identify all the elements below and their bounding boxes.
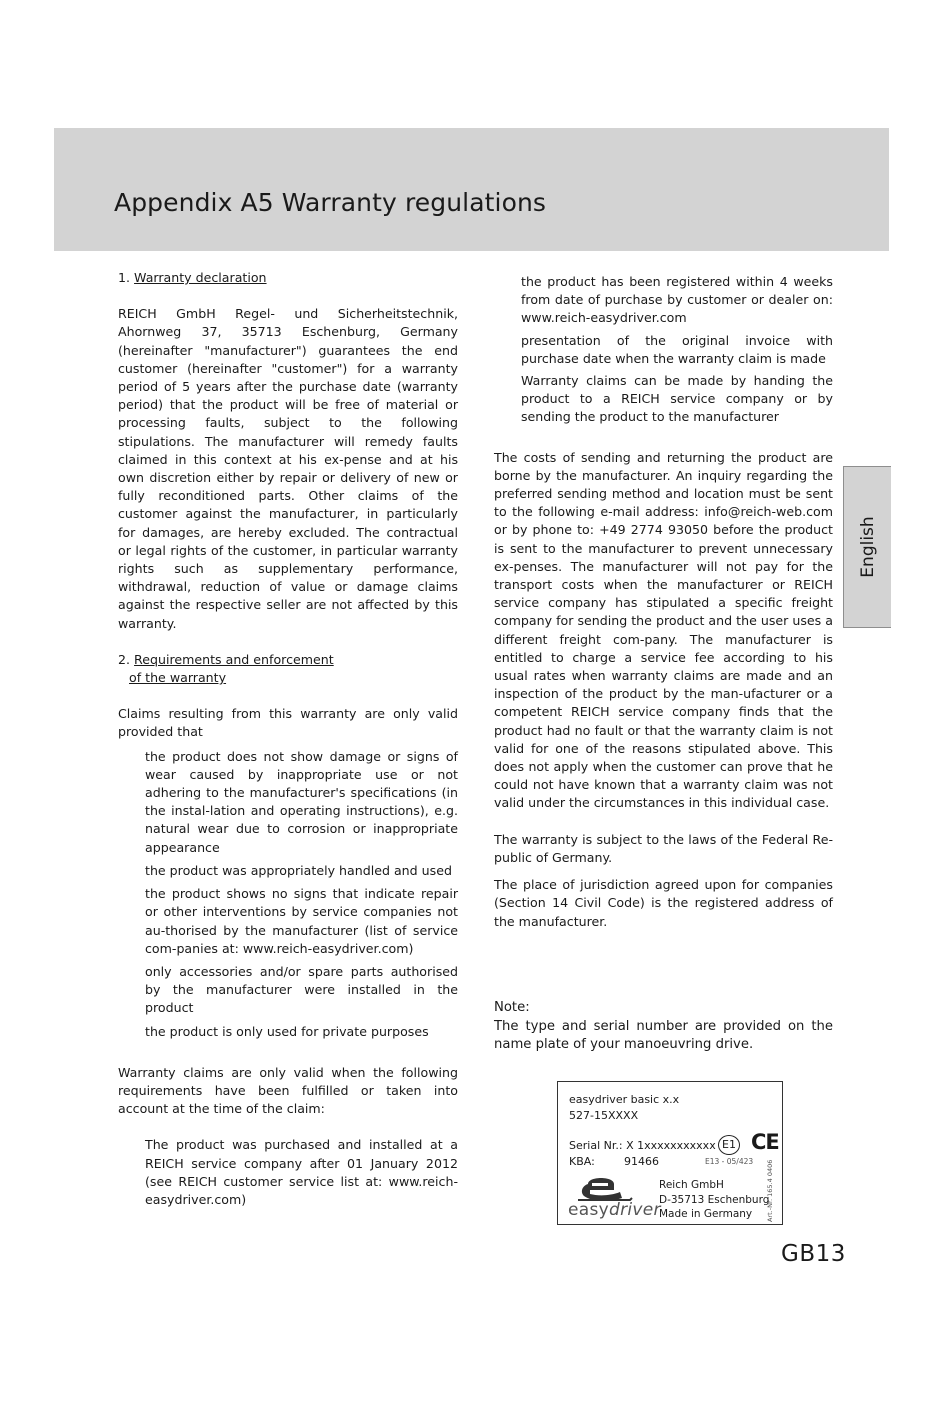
e-mark-icon: E1 xyxy=(718,1135,740,1155)
language-tab-label: English xyxy=(857,516,878,578)
claim-condition-item: presentation of the original invoice with purchase date when the warranty claim is made xyxy=(521,332,833,366)
company-address: D-35713 Eschenburg xyxy=(659,1193,770,1206)
name-plate-product: easydriver basic x.x xyxy=(569,1093,680,1106)
wordmark-part-easy: easy xyxy=(568,1200,609,1220)
requirement-item: the product was appropriately handled and used xyxy=(145,862,452,878)
section-2-title-line1: Requirements and enforcement xyxy=(134,651,334,667)
requirements-intro: Claims resulting from this warranty are only valid provided that xyxy=(118,706,458,740)
left-column xyxy=(118,269,458,1209)
name-plate xyxy=(557,1081,783,1225)
right-column xyxy=(494,273,833,931)
company-name: Reich GmbH xyxy=(659,1179,724,1191)
company-origin: Made in Germany xyxy=(659,1208,753,1220)
jurisdiction-paragraph: The place of jurisdiction agreed upon for companies (Section 14 Civil Code) is the registered address of the manufacturer. xyxy=(494,877,833,929)
wordmark-part-driver: driver xyxy=(609,1200,661,1220)
name-plate-company xyxy=(659,1178,769,1222)
section-2-number: 2. xyxy=(118,651,131,667)
language-tab xyxy=(843,466,891,628)
name-plate-kba-label: KBA: xyxy=(569,1155,595,1168)
page-title: Appendix A5 Warranty regulations xyxy=(114,188,547,217)
header-band xyxy=(54,128,889,251)
governing-law-paragraph: The warranty is subject to the laws of the Federal Re-public of Germany. xyxy=(494,831,833,865)
requirement-item: the product does not show damage or signs of wear caused by inappropriate use or not adhering to the manufacturer's specifications (in the instal-lation and operating instructions), e.g. natural wear due to corrosion or inappropriate appearance xyxy=(145,748,458,855)
ce-mark-icon: CE xyxy=(751,1130,779,1154)
claim-conditions-list xyxy=(118,1136,458,1209)
claim-condition-item: the product has been registered within 4 weeks from date of purchase by customer or dealer on: www.reich-easydriver.com xyxy=(521,274,833,326)
section-2-heading xyxy=(118,651,458,687)
name-plate-serial: Serial Nr.: X 1xxxxxxxxxxx xyxy=(569,1139,716,1152)
requirement-item: the product shows no signs that indicate repair or other interventions by service companies not au-thorised by the manufacturer (list of service com-panies at: www.reich-easydriver.com) xyxy=(145,886,458,956)
name-plate-kba-value: 91466 xyxy=(624,1155,659,1168)
section-1-title: Warranty declaration xyxy=(134,270,267,285)
section-1-heading xyxy=(118,269,458,287)
easydriver-wordmark xyxy=(568,1200,661,1220)
claim-condition-item: Warranty claims can be made by handing the product to a REICH service company or by sending the product to the manufacturer xyxy=(521,373,833,425)
claims-intro: Warranty claims are only valid when the following requirements have been fulfilled or taken into account at the time of the claim: xyxy=(118,1064,458,1117)
name-plate-approval-number: E13 - 05/423 xyxy=(705,1157,754,1166)
page-number: GB13 xyxy=(781,1241,846,1267)
requirement-item: the product is only used for private purposes xyxy=(145,1023,429,1039)
section-2-title-line2: of the warranty xyxy=(129,670,227,686)
note-text: The type and serial number are provided on the name plate of your manoeuvring drive. xyxy=(494,1018,833,1052)
shipping-costs-paragraph: The costs of sending and returning the product are borne by the manufacturer. An inquiry regarding the preferred sending method and location must be sent to the following e-mail address: info@reich-web.com or by phone to: +49 2774 93050 before the product is sent to the manufacturer to prevent unnecessary ex-penses. The manufacturer will not pay for the transport costs when the manufacturer or REICH service company has stipulated a specific freight company for sending the product and the user uses a different freight com-pany. The manufacturer is entitled to charge a service fee according to his usual rates when warranty claims are made and an inspection of the product by the man-ufacturer or a competent REICH service company finds that the product had no fault or that the warranty claim is not valid for one of the reasons stipulated above. This does not apply when the customer can prove that he could not have known that a warranty claim was not valid under the circumstances in this individual case. xyxy=(494,449,833,811)
claim-condition-item: The product was purchased and installed at a REICH service company after 01 January 2012 (see REICH customer service list at: www.reich-easydriver.com) xyxy=(145,1137,458,1207)
claim-conditions-continued xyxy=(494,273,833,427)
name-plate-code: 527-15XXXX xyxy=(569,1109,639,1122)
name-plate-doc-number: Art.-Nr. 165.4 0406 xyxy=(766,1159,774,1222)
requirement-item: only accessories and/or spare parts authorised by the manufacturer were installed in the product xyxy=(145,963,458,1016)
note-label: Note: xyxy=(494,1000,530,1015)
section-1-number: 1. xyxy=(118,270,131,285)
warranty-declaration-paragraph: REICH GmbH Regel- und Sicherheitstechnik, Ahornweg 37, 35713 Eschenburg, Germany (hereinafter "manufacturer") guarantees the end customer (hereinafter "customer") for a warranty period of 5 years after the purchase date (warranty period) that the product will be free of material or processing faults, subject to the following stipulations. The manufacturer will remedy faults claimed in this context at his ex-pense and at his own discretion either by repair or delivery of new or fully reconditioned parts. Other claims of the customer against the manufacturer, in particularly for damages, are hereby excluded. The contractual or legal rights of the customer, in particular warranty rights such as supplementary performance, withdrawal, reduction of value or damage claims against the respective seller are not affected by this warranty. xyxy=(118,306,458,631)
note-block xyxy=(494,999,833,1055)
requirements-list xyxy=(118,748,458,1041)
